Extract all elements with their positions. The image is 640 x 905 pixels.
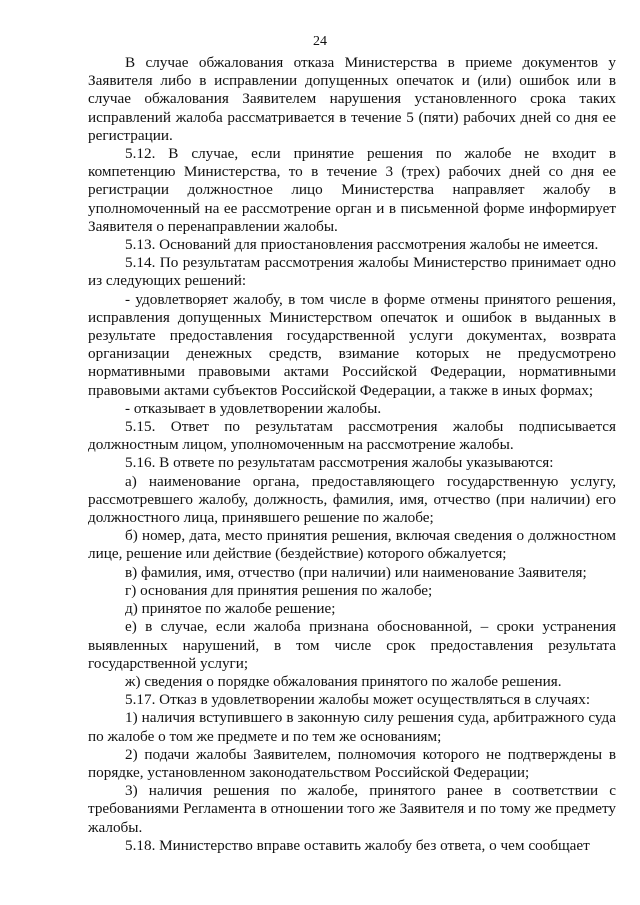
page-number: 24 [313, 34, 327, 49]
paragraph: в) фамилия, имя, отчество (при наличии) или наименование Заявителя; [125, 563, 587, 581]
paragraph: 1) наличия вступившего в законную силу решения суда, арбитражного суда по жалобе о том же предмете и по тем же основаниям; [88, 709, 616, 745]
paragraph: 5.12. В случае, если принятие решения по жалобе не входит в компетенцию Министерства, то в течение 3 (трех) рабочих дней со дня ее регистрации должностное лицо Министерства направляет жалобу в уполномоченный на ее рассмотрение орган и в письменной форме информирует Заявителя о перенаправлении жалобы. [88, 145, 616, 235]
document-body [88, 54, 616, 855]
paragraph: 2) подачи жалобы Заявителем, полномочия которого не подтверждены в порядке, установленном законодательством Российской Федерации; [88, 745, 616, 781]
paragraph: ж) сведения о порядке обжалования принятого по жалобе решения. [125, 672, 562, 690]
paragraph: д) принятое по жалобе решение; [125, 600, 336, 618]
paragraph: б) номер, дата, место принятия решения, включая сведения о должностном лице, решение или действие (бездействие) которого обжалуется; [88, 527, 616, 563]
paragraph: 5.18. Министерство вправе оставить жалобу без ответа, о чем сообщает [125, 836, 590, 854]
paragraph: В случае обжалования отказа Министерства в приеме документов у Заявителя либо в исправлении допущенных опечаток и (или) ошибок или в случае обжалования Заявителем нарушения установленного срока таких исправлений жалоба рассматривается в течение 5 (пяти) рабочих дней со дня ее регистрации. [88, 54, 616, 144]
paragraph: г) основания для принятия решения по жалобе; [125, 581, 433, 599]
paragraph: е) в случае, если жалоба признана обоснованной, – сроки устранения выявленных нарушений, в том числе срок предоставления результата государственной услуги; [88, 618, 616, 672]
paragraph: 5.16. В ответе по результатам рассмотрения жалобы указываются: [125, 454, 554, 472]
paragraph: - отказывает в удовлетворении жалобы. [125, 399, 382, 417]
paragraph: - удовлетворяет жалобу, в том числе в форме отмены принятого решения, исправления допущенных Министерством опечаток и ошибок в выданных в результате предоставления государственной услуги документах, возврата организации денежных средств, взимание которых не предусмотрено нормативными правовыми актами Российской Федерации, нормативными правовыми актами субъектов Российской Федерации, а также в иных формах; [88, 290, 616, 399]
paragraph: 5.17. Отказ в удовлетворении жалобы может осуществляться в случаях: [125, 691, 591, 709]
paragraph: 5.14. По результатам рассмотрения жалобы Министерство принимает одно из следующих решений: [88, 254, 616, 290]
paragraph: 3) наличия решения по жалобе, принятого ранее в соответствии с требованиями Регламента в отношении того же Заявителя и по тому же предмету жалобы. [88, 782, 616, 836]
paragraph: а) наименование органа, предоставляющего государственную услугу, рассмотревшего жалобу, должность, фамилия, имя, отчество (при наличии) его должностного лица, принявшего решение по жалобе; [88, 472, 616, 527]
paragraph: 5.15. Ответ по результатам рассмотрения жалобы подписывается должностным лицом, уполномоченным на рассмотрение жалобы. [88, 418, 616, 454]
paragraph: 5.13. Оснований для приостановления рассмотрения жалобы не имеется. [125, 236, 599, 254]
